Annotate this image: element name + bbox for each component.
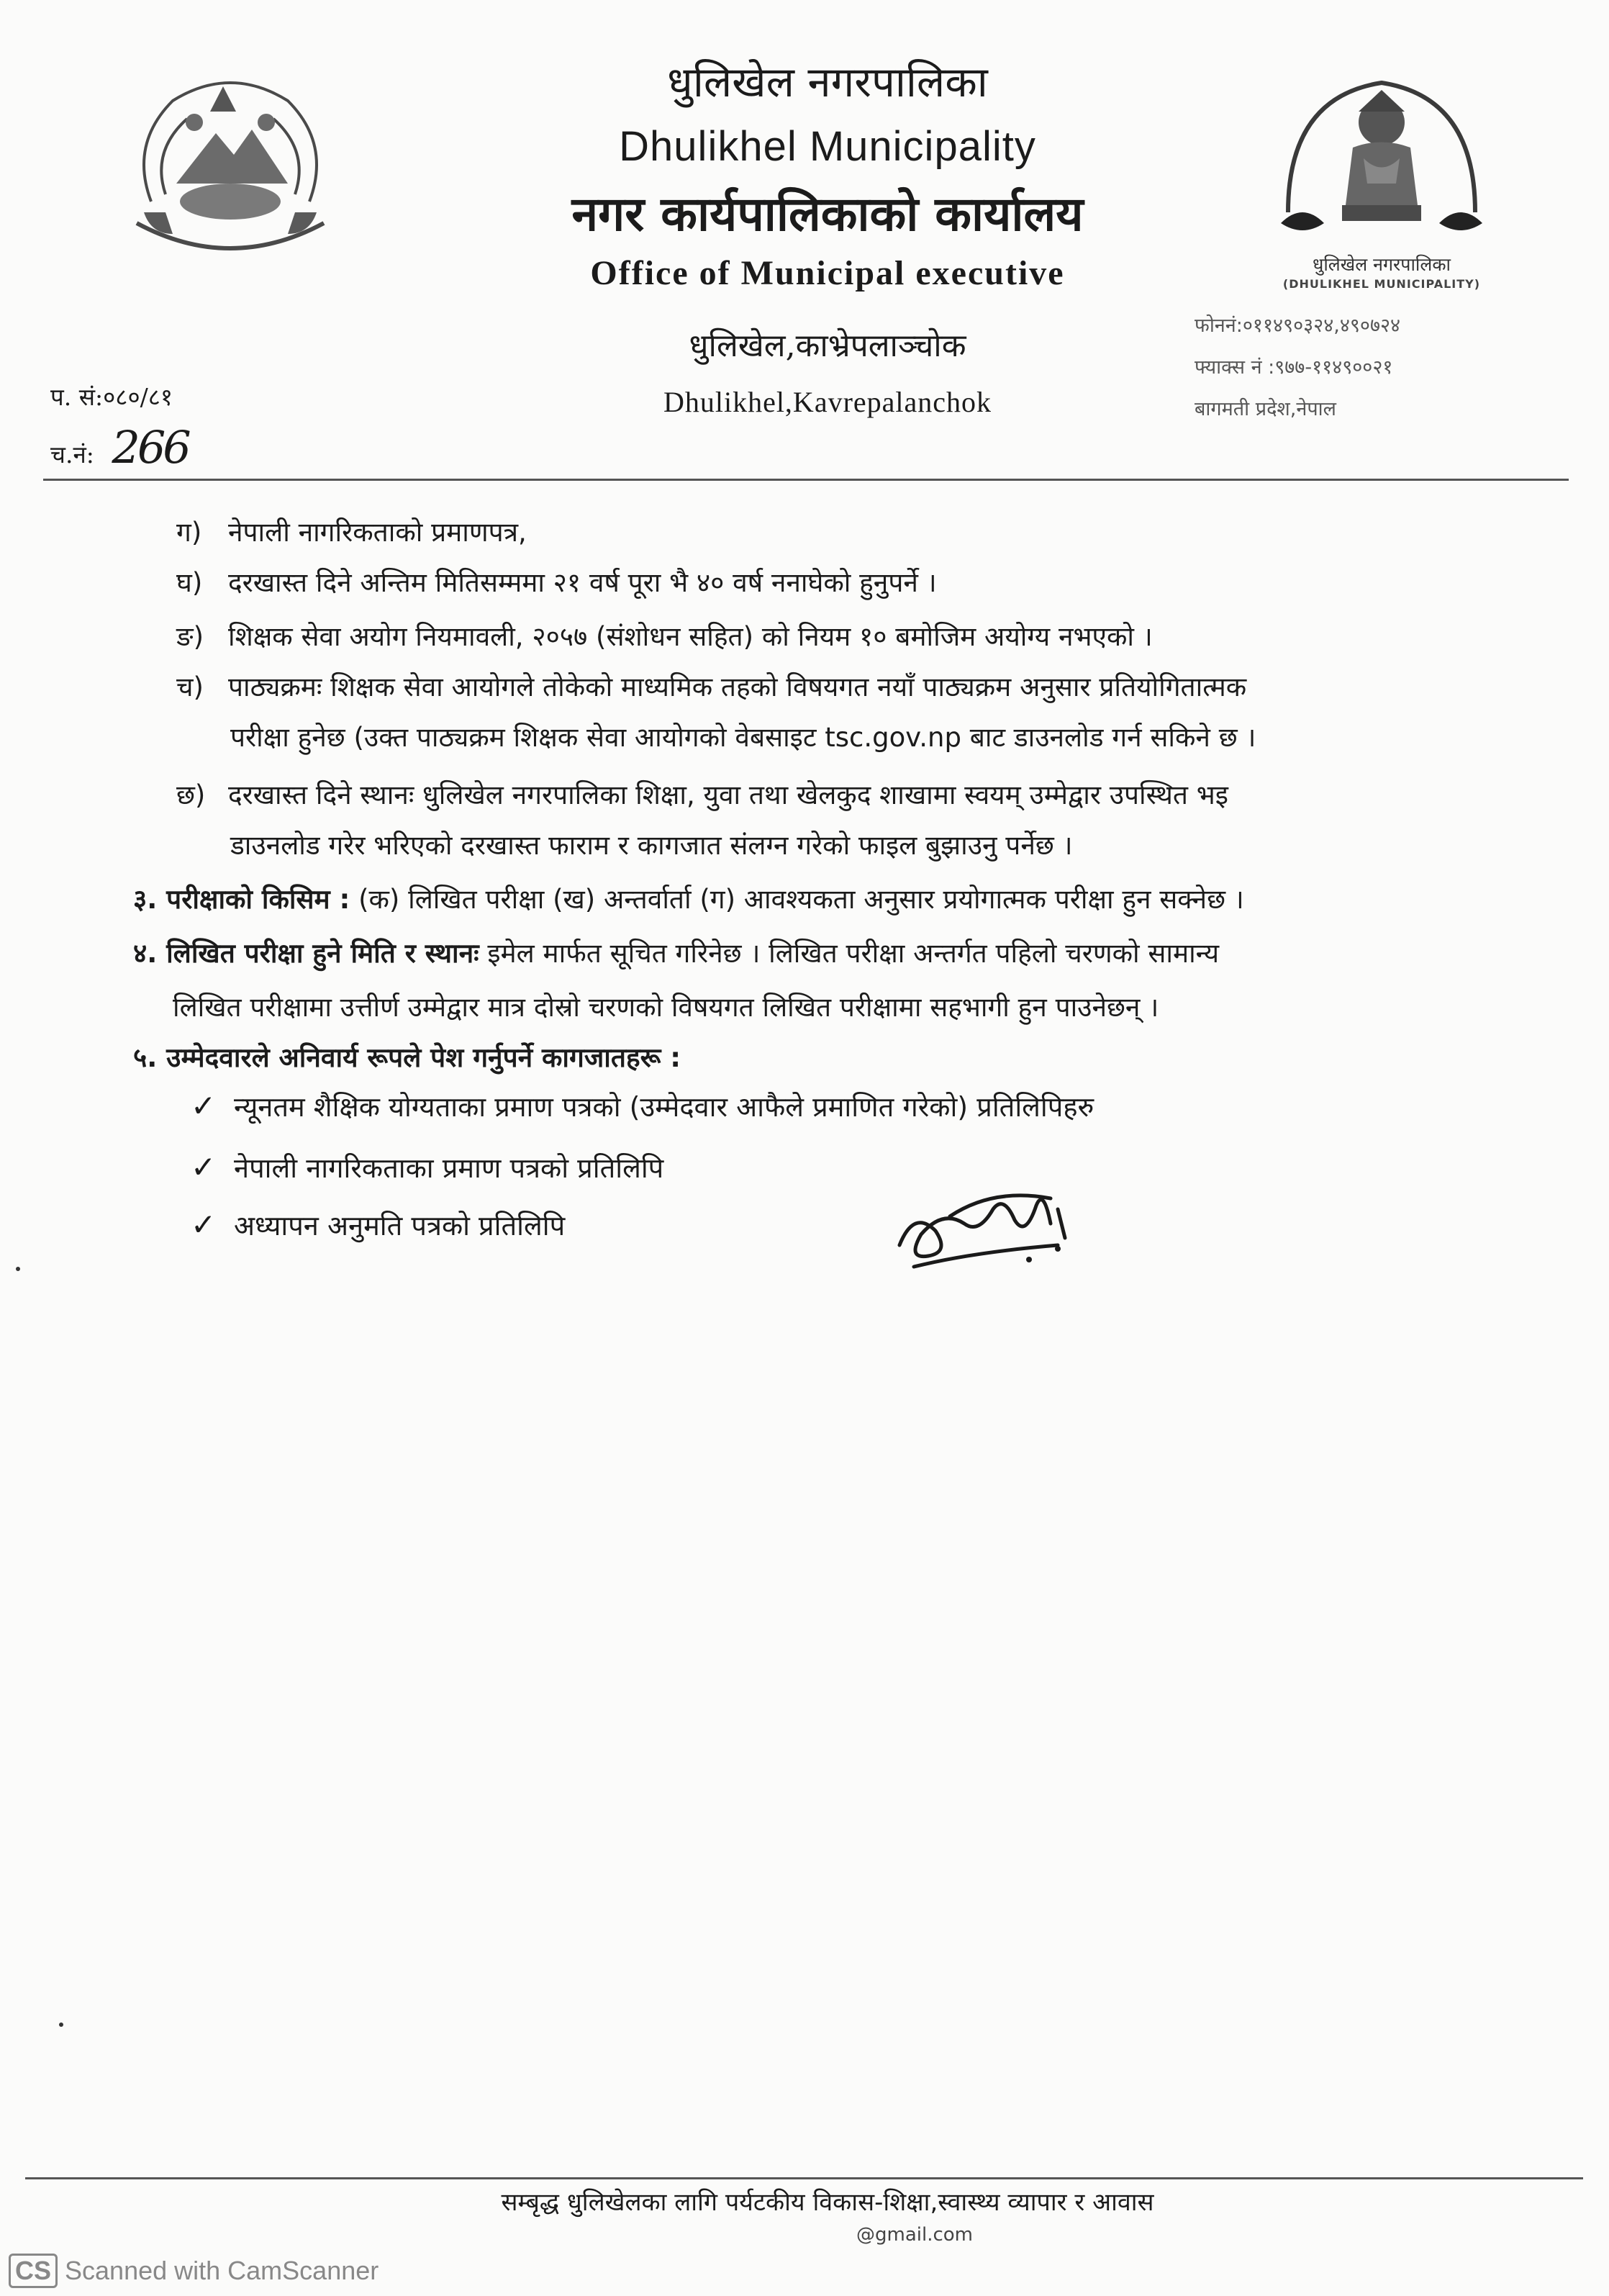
phone-number: फोननं:०११४९०३२४,४९०७२४ <box>1195 315 1401 337</box>
camscanner-logo: CS <box>9 2254 58 2288</box>
footer-email-fragment: @gmail.com <box>856 2224 974 2246</box>
section-title: ४. लिखित परीक्षा हुने मिति र स्थानः <box>133 938 479 969</box>
nepal-emblem-logo <box>108 58 353 266</box>
footer-slogan: सम्बृद्ध धुलिखेलका लागि पर्यटकीय विकास-शिक्षा,स्वास्थ्य व्यापार र आवास <box>501 2188 1154 2217</box>
section-title: ३. परीक्षाको किसिम : <box>133 884 350 915</box>
list-item: ङ) शिक्षक सेवा अयोग नियमावली, २०५७ (संशोधन सहित) को नियम १० बमोजिम अयोग्य नभएको । <box>176 621 1153 652</box>
section-text: (क) लिखित परीक्षा (ख) अन्तर्वार्ता (ग) आवश्यकता अनुसार प्रयोगात्मक परीक्षा हुन सक्नेछ । <box>350 884 1244 915</box>
camscanner-text: Scanned with CamScanner <box>65 2256 379 2285</box>
reference-number: प. सं:०८०/८१ <box>50 383 173 411</box>
address-nepali: धुलिखेल,काभ्रेपलाञ्चोक <box>689 327 966 364</box>
list-item: च) पाठ्यक्रमः शिक्षक सेवा आयोगले तोकेको माध्यमिक तहको विषयगत नयाँ पाठ्यक्रम अनुसार प्रतियोगितात्मक <box>176 672 1247 702</box>
list-item: ग) नेपाली नागरिकताको प्रमाणपत्र, <box>176 517 527 548</box>
logo-caption-english: (DHULIKHEL MUNICIPALITY) <box>1282 277 1481 291</box>
office-name-nepali: नगर कार्यपालिकाको कार्यालय <box>571 186 1084 242</box>
section-text-continuation: लिखित परीक्षामा उत्तीर्ण उम्मेद्वार मात्र दोस्रो चरणको विषयगत लिखित परीक्षामा सहभागी हुन पाउनेछन् । <box>173 992 1159 1023</box>
header-divider <box>43 479 1569 481</box>
dispatch-number <box>50 421 189 474</box>
province-address: बागमती प्रदेश,नेपाल <box>1195 398 1336 420</box>
checklist-item: ✓ अध्यापन अनुमति पत्रको प्रतिलिपि <box>191 1202 565 1249</box>
section-required-documents <box>133 1033 1529 1083</box>
dhulikhel-municipality-logo <box>1274 68 1490 248</box>
office-name-english: Office of Municipal executive <box>590 254 1065 292</box>
checklist-item: ✓ नेपाली नागरिकताका प्रमाण पत्रको प्रतिलिपि <box>191 1144 663 1191</box>
scan-dot <box>59 2022 63 2027</box>
checklist-item: ✓ न्यूनतम शैक्षिक योग्यताका प्रमाण पत्रको (उम्मेदवार आफैले प्रमाणित गरेको) प्रतिलिपिहरु <box>191 1083 1094 1130</box>
list-item-continuation: डाउनलोड गरेर भरिएको दरखास्त फाराम र कागजात संलग्न गरेको फाइल बुझाउनु पर्नेछ । <box>230 830 1073 861</box>
dispatch-handwritten-number: 266 <box>112 421 189 474</box>
camscanner-watermark <box>0 2246 379 2296</box>
section-title: ५. उम्मेदवारले अनिवार्य रूपले पेश गर्नुपर्ने कागजातहरू : <box>133 1042 681 1073</box>
check-icon: ✓ <box>191 1149 217 1185</box>
logo-caption-nepali: धुलिखेल नगरपालिका <box>1312 254 1451 275</box>
check-icon: ✓ <box>191 1207 217 1242</box>
section-text: इमेल मार्फत सूचित गरिनेछ । लिखित परीक्षा अन्तर्गत पहिलो चरणको सामान्य <box>479 938 1220 969</box>
list-item: छ) दरखास्त दिने स्थानः धुलिखेल नगरपालिका शिक्षा, युवा तथा खेलकुद शाखामा स्वयम् उम्मेद्वार उपस्थित भइ <box>176 779 1228 810</box>
list-item-continuation: परीक्षा हुनेछ (उक्त पाठ्यक्रम शिक्षक सेवा आयोगको वेबसाइट tsc.gov.np बाट डाउनलोड गर्न सकिने छ । <box>230 722 1256 753</box>
footer-divider <box>25 2177 1583 2179</box>
check-icon: ✓ <box>191 1088 217 1124</box>
section-exam-type <box>133 874 1529 925</box>
handwritten-signature <box>885 1166 1101 1274</box>
municipality-name-nepali: धुलिखेल नगरपालिका <box>667 58 988 107</box>
municipality-name-english: Dhulikhel Municipality <box>619 123 1036 170</box>
scan-dot <box>16 1267 20 1271</box>
address-english: Dhulikhel,Kavrepalanchok <box>663 386 992 418</box>
section-exam-date-place <box>133 928 1529 979</box>
dispatch-label: च.नं: <box>50 440 94 469</box>
fax-number: फ्याक्स नं :९७७-११४९००२१ <box>1195 356 1393 379</box>
list-item: घ) दरखास्त दिने अन्तिम मितिसम्ममा २१ वर्ष पूरा भै ४० वर्ष ननाघेको हुनुपर्ने । <box>176 567 937 598</box>
